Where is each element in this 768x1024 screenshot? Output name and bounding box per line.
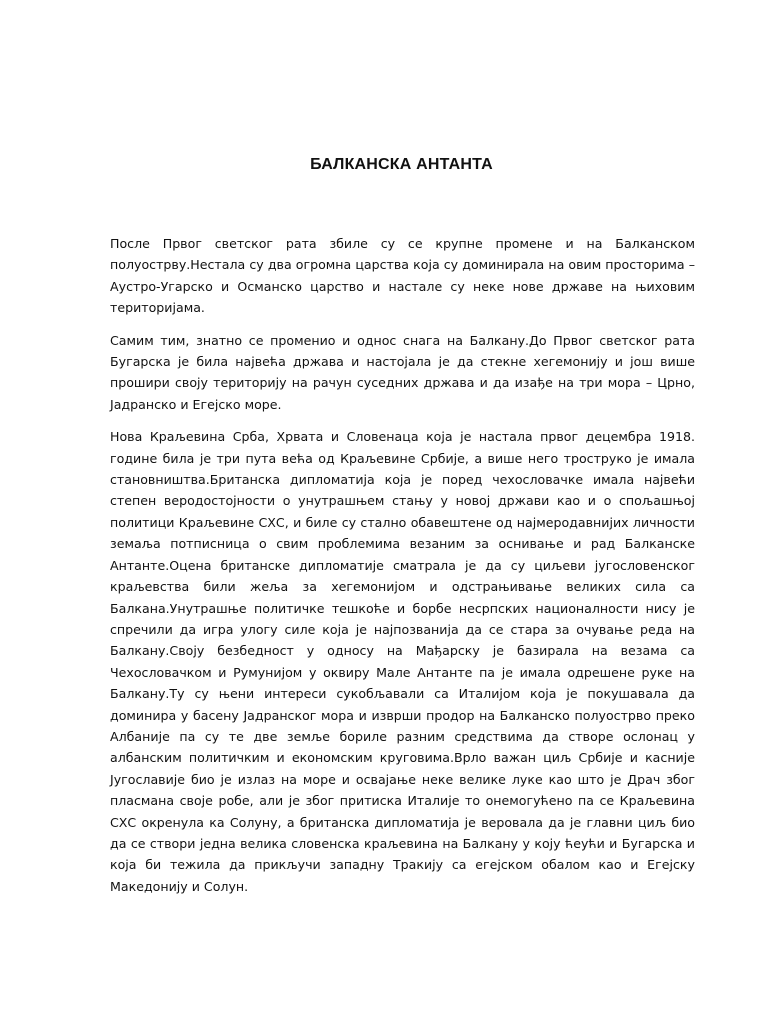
paragraph-2: Самим тим, знатно се променио и однос снага на Балкану.До Првог светског рата Бугарска је била највећа држава и настојала је да стекне хегемонију и још више прошири своју територију на рачун суседних држава и да изађе на три мора – Црно, Јадранско и Егејско море. [110, 332, 695, 412]
paragraph-3: Нова Краљевина Срба, Хрвата и Словенаца која је настала првог децембра 1918. године била је три пута већа од Краљевине Србије, а више него троструко је имала становништва.Британска дипломатија која је поред чехословачке имала највећи степен веродостојности о унутрашњем стању у новој држави као и о спољашњој политици Краљевине СХС, и биле су стално обавештене од најмеродавнијих личности земаља потписница о свим проблемима везаним за оснивање и рад Балканске Антанте.Оцена британске дипломатије сматрала је да су циљеви југословенског краљевства били жеља за хегемонијом и одстрањивање великих сила са Балкана.Унутрашње политичке тешкоће и борбе несрпских националности нису је спречили да игра улогу силе која је најпозванија да се стара за очување реда на Балкану.Своју безбедност у односу на Мађарску је базирала на везама са Чехословачком и Румунијом у оквиру Мале Антанте па је имала одрешене руке на Балкану.Ту су њени интереси сукобљавали са Италијом која је покушавала да доминира у басену Јадранског мора и изврши продор на Балканско полуострво преко Албаније па су те две земље бориле разним средствима да створе ослонац у албанским политичким и економским круговима.Врло важан циљ Србије и касније Југославије био је излаз на море и освајање неке велике луке као што је Драч због пласмана своје робе, али је због притиска Италије то онемогућено па се Краљевина СХС окренула ка Солуну, а британска дипломатија је веровала да је главни циљ био да се створи једна велика словенска краљевина на Балкану у коју ћеући и Бугарска и која би тежила да прикључи западну Тракију са егејском обалом као и Егејску Македонију и Солун. [110, 429, 695, 894]
document-title: БАЛКАНСКА АНТАНТА [310, 156, 493, 173]
document-body [110, 233, 695, 908]
paragraph-1: После Првог светског рата збиле су се крупне промене и на Балканском полуострву.Нестала су два огромна царства која су доминирала на овим просторима – Аустро-Угарско и Османско царство и настале су неке нове државе на њиховим територијама. [110, 236, 695, 316]
